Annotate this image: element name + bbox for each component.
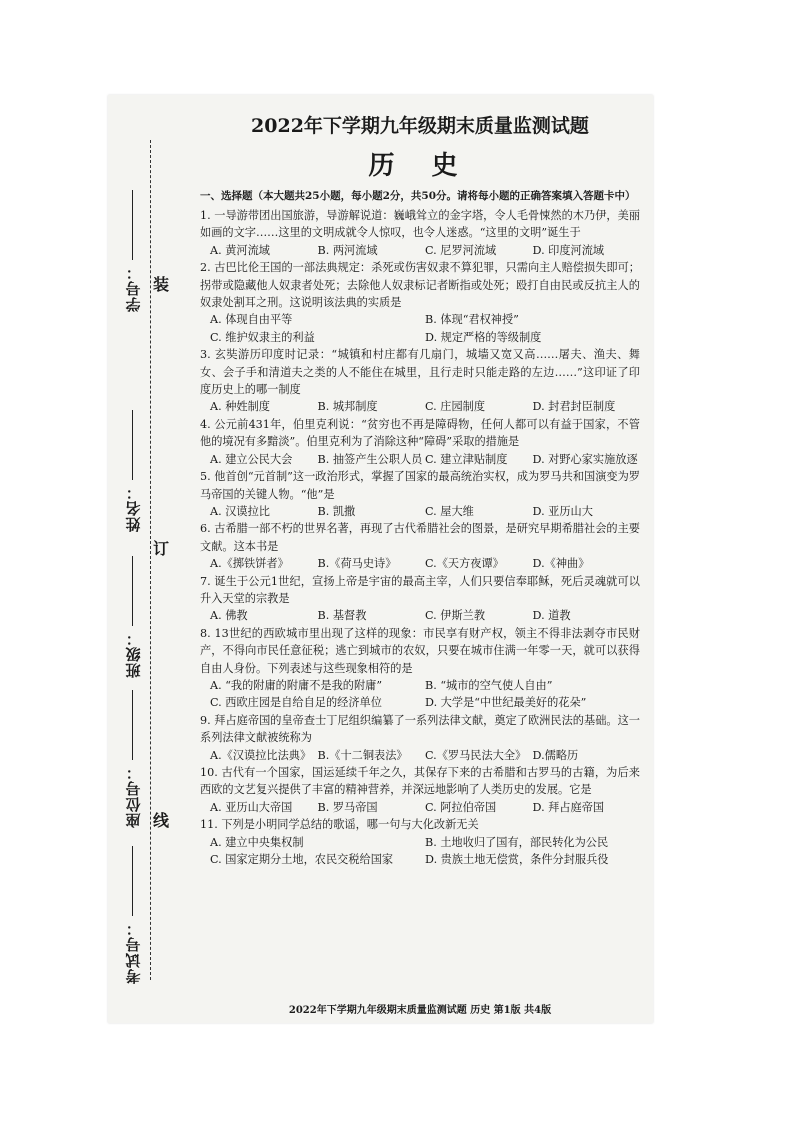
answer-option: C.《罗马民法大全》 xyxy=(425,748,527,762)
question-stem: 2. 古巴比伦王国的一部法典规定：杀死或伤害奴隶不算犯罪，只需向主人赔偿损失即可；拐带或隐藏他人奴隶者处死；去除他人奴隶标记者断指或处死；殴打自由民或反抗主人的奴隶处割耳之刑。这说明该法典的实质是 xyxy=(200,261,640,310)
answer-option: B. 凯撒 xyxy=(317,504,356,518)
question-stem: 8. 13世纪的西欧城市里出现了这样的现象：市民享有财产权，领主不得非法剥夺市民财产，不得向市民任意征税；逃亡到城市的农奴，只要在城市住满一年零一天，就可以获得自由人身份。下列表述与这些现象相符的是 xyxy=(200,626,640,675)
answer-option: D. 道教 xyxy=(532,609,571,623)
answer-option: D. 封君封臣制度 xyxy=(532,400,616,414)
answer-option: A.《掷铁饼者》 xyxy=(210,557,289,571)
student-id-label: 学号： xyxy=(124,264,143,312)
class-field[interactable] xyxy=(118,556,148,678)
answer-option: B. 抽签产生公职人员 xyxy=(317,452,423,466)
answer-option: A. 汉谟拉比 xyxy=(210,504,270,518)
answer-option: A.《汉谟拉比法典》 xyxy=(210,748,312,762)
answer-options xyxy=(210,834,640,869)
answer-option: D. 对野心家实施放逐 xyxy=(532,452,638,466)
question-item xyxy=(200,416,640,468)
question-item xyxy=(200,520,640,572)
student-id-blank[interactable] xyxy=(133,190,134,260)
question-stem: 11. 下列是小明同学总结的歌谣，哪一句与大化改新无关 xyxy=(200,818,479,832)
answer-option: A. “我的附庸的附庸不是我的附庸” xyxy=(210,678,383,692)
exam-content xyxy=(200,112,640,868)
answer-option: D.儒略历 xyxy=(532,748,579,762)
answer-option: B.《荷马史诗》 xyxy=(317,557,397,571)
answer-option: D. 印度河流域 xyxy=(532,243,605,257)
answer-option: B. 罗马帝国 xyxy=(317,800,378,814)
answer-option: A. 体现自由平等 xyxy=(210,313,293,327)
question-list xyxy=(200,207,640,868)
answer-option: C.《天方夜谭》 xyxy=(425,557,504,571)
answer-option: A. 佛教 xyxy=(210,609,248,623)
answer-option: C. 西欧庄园是自给自足的经济单位 xyxy=(210,696,382,710)
answer-option: C. 屋大维 xyxy=(425,504,474,518)
question-item xyxy=(200,625,640,712)
question-stem: 10. 古代有一个国家，国运延续千年之久，其保存下来的古希腊和古罗马的古籍，为后来西欧的文艺复兴提供了丰富的精神营养，并深远地影响了人类历史的发展。它是 xyxy=(200,766,640,797)
question-stem: 7. 诞生于公元1世纪，宣扬上帝是宇宙的最高主宰，人们只要信奉耶稣，死后灵魂就可以升入天堂的宗教是 xyxy=(200,574,640,605)
student-id-field[interactable] xyxy=(118,190,148,312)
answer-option: B. 两河流域 xyxy=(317,243,378,257)
seat-number-label: 座位号： xyxy=(124,764,143,828)
seat-number-field[interactable] xyxy=(118,690,148,828)
answer-option: B. “城市的空气使人自由” xyxy=(425,678,553,692)
section-heading: 一、选择题（本大题共25小题，每小题2分，共50分。请将每小题的正确答案填入答题卡中） xyxy=(200,190,636,202)
answer-options xyxy=(210,607,640,624)
answer-option: D. 规定严格的等级制度 xyxy=(425,330,542,344)
answer-option: B. 土地收归了国有，部民转化为公民 xyxy=(425,835,609,849)
answer-option: D.《神曲》 xyxy=(532,557,590,571)
question-item xyxy=(200,346,640,416)
page-footer: 2022年下学期九年级期末质量监测试题 历史 第1版 共4版 xyxy=(288,1005,552,1016)
binding-mark-xian: 线 xyxy=(153,811,170,830)
question-stem: 1. 一导游带团出国旅游，导游解说道：巍峨耸立的金字塔，令人毛骨悚然的木乃伊，美丽如画的文字……这里的文明成就令人惊叹，也令人迷惑。“这里的文明”诞生于 xyxy=(200,209,640,240)
name-field[interactable] xyxy=(118,410,148,532)
answer-option: B. 城邦制度 xyxy=(317,400,378,414)
answer-options xyxy=(210,242,640,259)
answer-option: D. 拜占庭帝国 xyxy=(532,800,605,814)
answer-options xyxy=(210,503,640,520)
question-stem: 3. 玄奘游历印度时记录：“城镇和村庄都有几扇门，城墙又宽又高……屠夫、渔夫、舞女、会子手和清道夫之类的人不能住在城里，且行走时只能走路的左边……”这印证了印度历史上的哪一制度 xyxy=(200,348,640,397)
answer-options xyxy=(210,451,640,468)
answer-option: B. 基督教 xyxy=(317,609,367,623)
answer-option: C. 国家定期分土地，农民交税给国家 xyxy=(210,853,394,867)
question-item xyxy=(200,764,640,816)
question-item xyxy=(200,573,640,625)
question-item xyxy=(200,816,640,868)
question-stem: 5. 他首创“元首制”这一政治形式，掌握了国家的最高统治实权，成为罗马共和国演变为罗马帝国的关键人物。“他”是 xyxy=(200,470,640,501)
seat-number-blank[interactable] xyxy=(133,690,134,760)
answer-option: C. 建立津贴制度 xyxy=(425,452,508,466)
exam-number-field[interactable] xyxy=(118,846,148,984)
question-stem: 9. 拜占庭帝国的皇帝查士丁尼组织编纂了一系列法律文献，奠定了欧洲民法的基础。这一系列法律文献被统称为 xyxy=(200,713,640,745)
answer-options xyxy=(210,398,640,415)
exam-number-blank[interactable] xyxy=(133,846,134,916)
answer-option: A. 黄河流域 xyxy=(210,243,270,257)
answer-options xyxy=(210,799,640,816)
answer-options xyxy=(210,311,640,346)
question-item xyxy=(200,468,640,520)
binding-dashed-line xyxy=(150,140,151,980)
class-label: 班级： xyxy=(124,630,143,678)
answer-option: B. 体现“君权神授” xyxy=(425,313,519,327)
answer-option: A. 建立公民大会 xyxy=(210,452,293,466)
answer-options xyxy=(210,747,640,764)
question-stem: 4. 公元前431年，伯里克利说：“贫穷也不再是障碍物，任何人都可以有益于国家，不管他的境况有多黯淡”。伯里克利为了消除这种“障碍”采取的措施是 xyxy=(200,417,640,449)
name-blank[interactable] xyxy=(133,410,134,480)
question-stem: 6. 古希腊一部不朽的世界名著，再现了古代希腊社会的图景，是研究早期希腊社会的主要文献。这本书是 xyxy=(200,522,640,553)
binding-mark-ding: 订 xyxy=(153,539,170,558)
answer-option: C. 阿拉伯帝国 xyxy=(425,800,497,814)
answer-options xyxy=(210,555,640,572)
question-item xyxy=(200,259,640,346)
answer-option: B.《十二铜表法》 xyxy=(317,748,408,762)
answer-option: D. 大学是“中世纪最美好的花朵” xyxy=(425,696,587,710)
binding-mark-zhuang: 装 xyxy=(153,275,170,294)
answer-option: C. 伊斯兰教 xyxy=(425,609,486,623)
answer-option: D. 贵族土地无偿赏，条件分封服兵役 xyxy=(425,853,609,867)
class-blank[interactable] xyxy=(133,556,134,626)
subject-title: 历 史 xyxy=(368,151,472,181)
answer-option: A. 亚历山大帝国 xyxy=(210,800,293,814)
answer-option: C. 庄园制度 xyxy=(425,400,486,414)
answer-option: A. 种姓制度 xyxy=(210,400,270,414)
answer-option: C. 维护奴隶主的利益 xyxy=(210,330,315,344)
answer-option: A. 建立中央集权制 xyxy=(210,835,304,849)
exam-title: 2022年下学期九年级期末质量监测试题 xyxy=(251,115,589,137)
question-item xyxy=(200,712,640,764)
answer-option: D. 亚历山大 xyxy=(532,504,593,518)
question-item xyxy=(200,207,640,259)
answer-option: C. 尼罗河流域 xyxy=(425,243,497,257)
exam-number-label: 考试号： xyxy=(124,920,143,984)
name-label: 姓名： xyxy=(124,484,143,532)
answer-options xyxy=(210,677,640,712)
